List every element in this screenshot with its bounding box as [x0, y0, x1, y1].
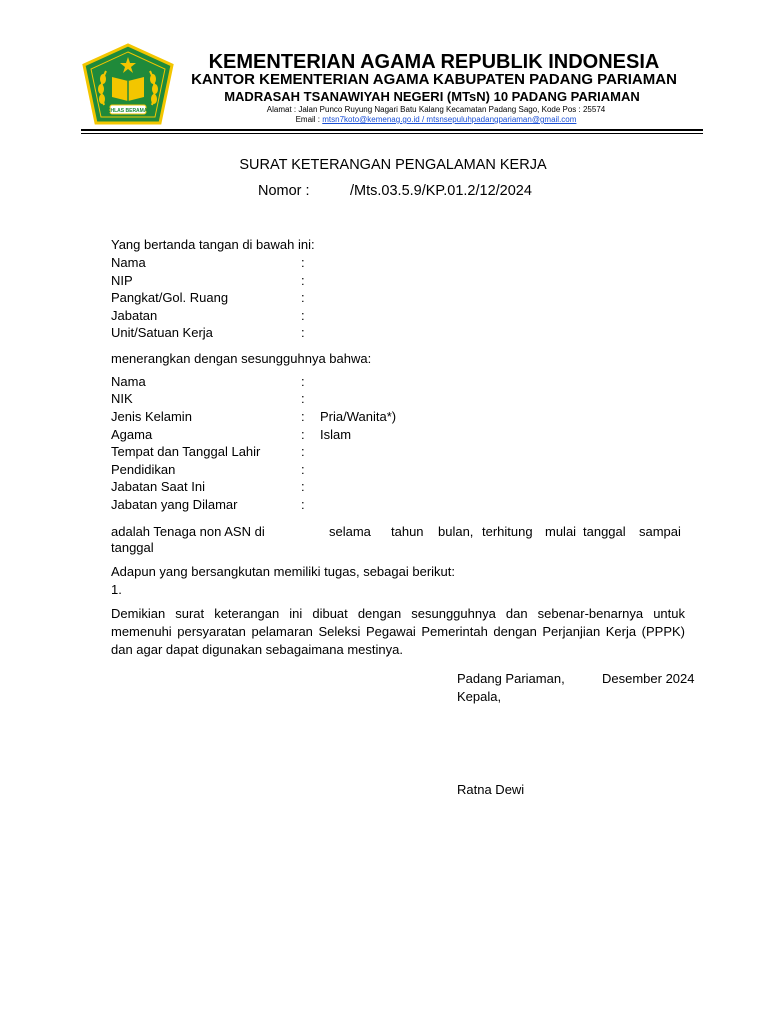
email-label: Email :	[295, 115, 323, 124]
school-name: MADRASAH TSANAWIYAH NEGERI (MTsN) 10 PADANG PARIAMAN	[224, 89, 640, 104]
subject-label-agama: Agama	[111, 427, 153, 442]
subject-label-jabatan-dilamar: Jabatan yang Dilamar	[111, 497, 238, 512]
signer-colon: :	[301, 255, 305, 270]
employment-text-part: terhitung	[482, 524, 533, 539]
signer-colon: :	[301, 273, 305, 288]
letterhead-rule-thick	[81, 129, 703, 131]
subject-value-jenis-kelamin: Pria/Wanita*)	[320, 409, 397, 424]
subject-colon: :	[301, 444, 305, 459]
subject-colon: :	[301, 427, 305, 442]
duties-intro: Adapun yang bersangkutan memiliki tugas, sebagai berikut:	[111, 564, 455, 579]
subject-label-jabatan-saat-ini: Jabatan Saat Ini	[111, 479, 205, 494]
subject-label-pendidikan: Pendidikan	[111, 462, 176, 477]
school-email	[0, 115, 768, 125]
intro-text: Yang bertanda tangan di bawah ini:	[111, 237, 315, 252]
subject-label-nama: Nama	[111, 374, 146, 389]
signer-name: Ratna Dewi	[457, 782, 525, 797]
subject-colon: :	[301, 374, 305, 389]
employment-text-part: bulan,	[438, 524, 474, 539]
subject-label-jenis-kelamin: Jenis Kelamin	[111, 409, 192, 424]
statement-text: menerangkan dengan sesungguhnya bahwa:	[111, 351, 372, 366]
nomor-value: /Mts.03.5.9/KP.01.2/12/2024	[350, 183, 532, 199]
signer-colon: :	[301, 308, 305, 323]
signer-label-nip: NIP	[111, 273, 133, 288]
subject-colon: :	[301, 497, 305, 512]
subject-value-agama: Islam	[320, 427, 352, 442]
employment-text-continued: tanggal	[111, 540, 154, 555]
signer-colon: :	[301, 290, 305, 305]
email-link[interactable]: mtsn7koto@kemenag.go.id / mtsnsepuluhpadangpariaman@gmail.com	[322, 115, 577, 124]
employment-text-part: mulai	[545, 524, 577, 539]
subject-colon: :	[301, 479, 305, 494]
subject-label-nik: NIK	[111, 391, 133, 406]
signer-label-jabatan: Jabatan	[111, 308, 158, 323]
letterhead-rule-thin	[81, 133, 703, 134]
signature-date: Desember 2024	[602, 671, 695, 686]
employment-text-part: selama	[329, 524, 371, 539]
signer-colon: :	[301, 325, 305, 340]
subject-colon: :	[301, 409, 305, 424]
office-name: KANTOR KEMENTERIAN AGAMA KABUPATEN PADANG PARIAMAN	[191, 71, 677, 88]
nomor-label: Nomor :	[258, 183, 310, 199]
duties-list-item: 1.	[111, 582, 122, 597]
closing-paragraph: Demikian surat keterangan ini dibuat dengan sesungguhnya dan sebenar-benarnya untuk memenuhi persyaratan pelamaran Seleksi Pegawai Pemerintah dengan Perjanjian Kerja (PPPK) dan agar dapat digunakan sebagaimana mestinya.	[111, 606, 685, 657]
employment-text-part: tanggal	[583, 524, 626, 539]
school-address: Alamat : Jalan Punco Ruyung Nagari Batu Kalang Kecamatan Padang Sago, Kode Pos : 25574	[266, 105, 606, 114]
employment-text-part: tahun	[391, 524, 424, 539]
signer-title: Kepala,	[457, 689, 502, 704]
signer-label-unit: Unit/Satuan Kerja	[111, 325, 213, 340]
document-title: SURAT KETERANGAN PENGALAMAN KERJA	[239, 157, 547, 173]
subject-colon: :	[301, 462, 305, 477]
subject-colon: :	[301, 391, 305, 406]
signature-place: Padang Pariaman,	[457, 671, 565, 686]
logo-motto: IKHLAS BERAMAL	[105, 108, 151, 114]
subject-label-ttl: Tempat dan Tanggal Lahir	[111, 444, 261, 459]
signer-label-pangkat: Pangkat/Gol. Ruang	[111, 290, 229, 305]
ministry-name: KEMENTERIAN AGAMA REPUBLIK INDONESIA	[208, 51, 660, 73]
employment-text-part: sampai	[639, 524, 681, 539]
employment-text-part: adalah Tenaga non ASN di	[111, 524, 265, 539]
signer-label-nama: Nama	[111, 255, 146, 270]
